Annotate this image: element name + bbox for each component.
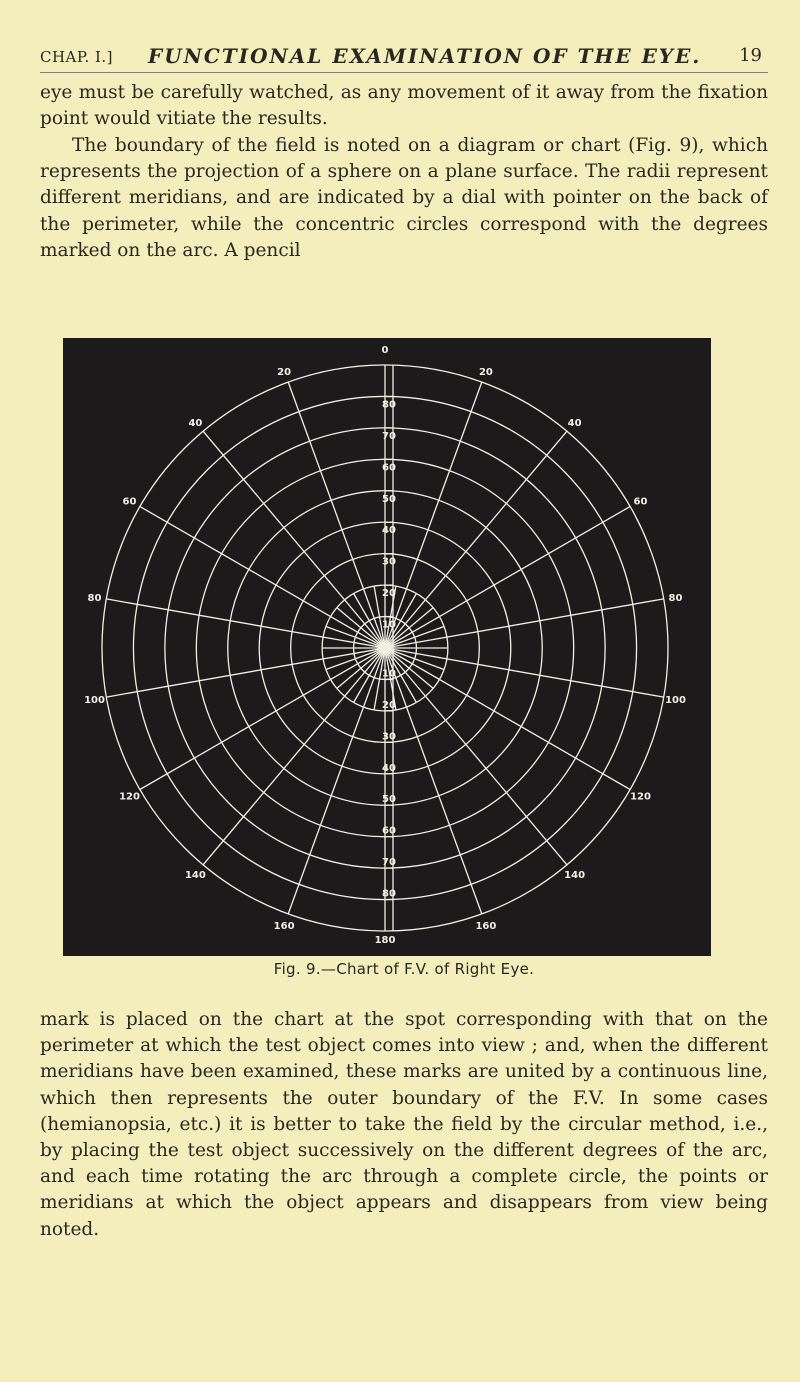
meridian-label-right: 20 — [478, 366, 493, 378]
chart-svg — [63, 338, 711, 956]
ring-label-upper: 50 — [382, 493, 396, 505]
meridian-label-left: 120 — [119, 791, 140, 803]
ring-label-lower: 40 — [382, 762, 396, 774]
meridian-label-left: 20 — [277, 366, 292, 378]
paragraph-1: eye must be carefully watched, as any movement of it away from the fixation point would vitiate the results. — [40, 82, 768, 130]
meridian-label-right: 140 — [564, 870, 586, 881]
ring-label-lower: 60 — [382, 825, 396, 837]
meridian-label-right: 80 — [668, 592, 683, 604]
ring-label-upper: 70 — [382, 430, 396, 442]
ring-label-upper: 60 — [382, 462, 396, 474]
meridian-label-top: 0 — [381, 345, 389, 356]
paragraph-2: The boundary of the field is noted on a diagram or chart (Fig. 9), which represents the projection of a sphere on a plane surface. The radii represent different meridians, and are indicated by a dial with pointer on the back of the perimeter, while the concentric circles correspond with the degrees marked on the arc. A pencil — [40, 135, 768, 261]
meridian-label-right: 40 — [567, 418, 582, 429]
meridian-label-right: 120 — [630, 791, 651, 803]
ring-label-lower: 10 — [382, 668, 396, 680]
meridian-label-left: 100 — [84, 695, 105, 707]
ring-label-lower: 50 — [382, 794, 396, 806]
running-header — [40, 42, 768, 73]
running-title: FUNCTIONAL EXAMINATION OF THE EYE. — [148, 44, 702, 68]
ring-label-lower: 70 — [382, 857, 396, 869]
figure-caption: Fig. 9.—Chart of F.V. of Right Eye. — [273, 960, 535, 978]
meridian-label-left: 60 — [122, 496, 137, 508]
ring-label-upper: 10 — [382, 619, 396, 631]
meridian-label-bottom: 180 — [374, 935, 396, 946]
ring-label-upper: 40 — [382, 525, 396, 537]
meridian-label-left: 140 — [184, 870, 206, 881]
visual-field-chart — [63, 338, 711, 956]
meridian-label-right: 60 — [633, 496, 648, 508]
meridian-label-left: 160 — [273, 921, 295, 933]
page-number: 19 — [739, 45, 762, 66]
chapter-marker: CHAP. I.] — [40, 48, 114, 66]
paragraph-3: mark is placed on the chart at the spot corresponding with that on the perimeter at which the test object comes into view ; and, when the different meridians have been examined, these marks are united by a continuous line, which then represents the outer boundary of the F.V. In some cases (hemianopsia, etc.) it is better to take the field by the circular method, i.e., by placing the test object successively on the different degrees of the arc, and each time rotating the arc through a complete circle, the points or meridians at which the object appears and disappears from view being noted. — [40, 1009, 768, 1240]
meridian-label-right: 100 — [665, 695, 686, 707]
ring-label-lower: 30 — [382, 731, 396, 743]
ring-label-upper: 20 — [382, 588, 396, 600]
meridian-label-left: 40 — [188, 418, 203, 429]
meridian-label-left: 80 — [87, 592, 102, 604]
meridian-label-right: 160 — [475, 921, 497, 933]
ring-label-lower: 80 — [382, 888, 396, 900]
ring-label-upper: 30 — [382, 556, 396, 568]
ring-label-lower: 20 — [382, 699, 396, 711]
ring-label-upper: 80 — [382, 399, 396, 411]
